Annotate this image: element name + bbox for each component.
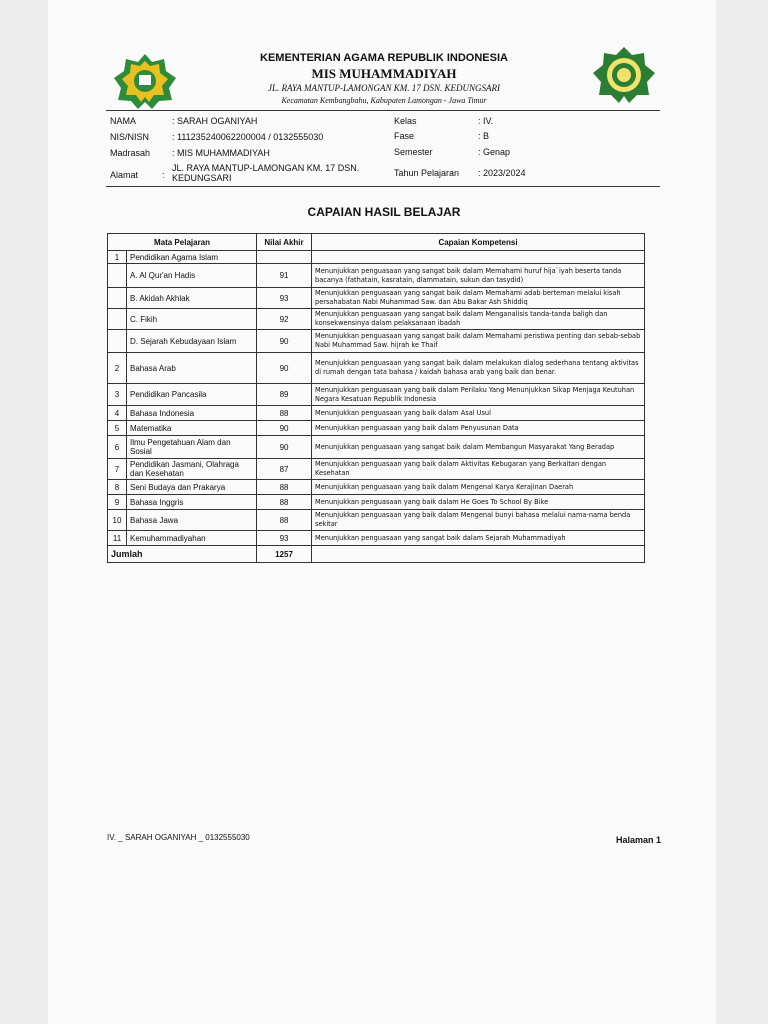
table-row [108, 510, 645, 531]
table-row [108, 480, 645, 495]
nama-value: : SARAH OGANIYAH [172, 116, 258, 126]
competency-description: Menunjukkan penguasaan yang sangat baik dalam Sejarah Muhammadiyah [312, 531, 645, 546]
row-number: 5 [108, 421, 127, 436]
row-number: 8 [108, 480, 127, 495]
competency-description [312, 251, 645, 264]
subject-name: Seni Budaya dan Prakarya [127, 480, 257, 495]
school-region: Kecamatan Kembangbahu, Kabupaten Lamongan - Jawa Timur [281, 96, 487, 105]
madrasah-label: Madrasah [110, 148, 151, 158]
final-score: 89 [257, 384, 312, 406]
row-number: 11 [108, 531, 127, 546]
nis-label: NIS/NISN [110, 132, 150, 142]
table-row [108, 384, 645, 406]
final-score: 88 [257, 406, 312, 421]
competency-description: Menunjukkan penguasaan yang baik dalam Mengenal bunyi bahasa melalui nama-nama benda sekitar [312, 510, 645, 531]
table-row [108, 495, 645, 510]
final-score: 90 [257, 330, 312, 353]
competency-description: Menunjukkan penguasaan yang baik dalam He Goes To School By Bike [312, 495, 645, 510]
final-score: 90 [257, 436, 312, 459]
row-number: 6 [108, 436, 127, 459]
subject-name: Kemuhammadiyahan [127, 531, 257, 546]
subject-name: Ilmu Pengetahuan Alam dan Sosial [127, 436, 257, 459]
tahun-value: : 2023/2024 [478, 168, 526, 178]
table-header-row [108, 234, 645, 251]
kelas-value: : IV. [478, 116, 494, 126]
competency-description: Menunjukkan penguasaan yang baik dalam Perilaku Yang Menunjukkan Sikap Menjaga Keutuhan Negara Kesatuan Republik Indonesia [312, 384, 645, 406]
info-divider [106, 186, 660, 187]
semester-label: Semester [394, 147, 433, 157]
table-row [108, 531, 645, 546]
final-score: 88 [257, 495, 312, 510]
page-number: Halaman 1 [616, 835, 662, 845]
competency-description: Menunjukkan penguasaan yang sangat baik dalam Memahami huruf hija`iyah beserta tanda bacanya (fathatain, kasratain, dlammatain, sukun dan tasydid) [312, 264, 645, 288]
total-label: Jumlah [108, 546, 257, 563]
table-body [108, 251, 645, 546]
results-table [107, 233, 645, 563]
table-row [108, 330, 645, 353]
subject-name: Bahasa Indonesia [127, 406, 257, 421]
total-desc [312, 546, 645, 563]
alamat-separator: : [162, 170, 165, 180]
final-score: 91 [257, 264, 312, 288]
final-score: 90 [257, 353, 312, 384]
table-row [108, 288, 645, 309]
final-score: 92 [257, 309, 312, 330]
section-title: CAPAIAN HASIL BELAJAR [307, 205, 461, 219]
subject-name: Bahasa Arab [127, 353, 257, 384]
total-row [108, 546, 645, 563]
competency-description: Menunjukkan penguasaan yang baik dalam Penyusunan Data [312, 421, 645, 436]
header-competency: Capaian Kompetensi [312, 234, 645, 251]
row-number: 1 [108, 251, 127, 264]
table-row [108, 436, 645, 459]
final-score: 93 [257, 288, 312, 309]
subject-name: Bahasa Inggris [127, 495, 257, 510]
school-address: JL. RAYA MANTUP-LAMONGAN KM. 17 DSN. KEDUNGSARI [268, 83, 500, 93]
footer-student-id: IV. _ SARAH OGANIYAH _ 0132555030 [107, 833, 250, 842]
row-number [108, 264, 127, 288]
fase-value: : B [478, 131, 490, 141]
competency-description: Menunjukkan penguasaan yang sangat baik dalam Menganalisis tanda-tanda baligh dan konsekwensinya dalam pelaksanaan ibadah [312, 309, 645, 330]
subject-name: B. Akidah Akhlak [127, 288, 257, 309]
table-row [108, 309, 645, 330]
alamat-label: Alamat [110, 170, 139, 180]
row-number [108, 288, 127, 309]
nis-value: : 111235240062200004 / 0132555030 [172, 132, 324, 142]
subject-name: Pendidikan Agama Islam [127, 251, 257, 264]
final-score: 88 [257, 510, 312, 531]
competency-description: Menunjukkan penguasaan yang baik dalam Asal Usul [312, 406, 645, 421]
header-subject: Mata Pelajaran [108, 234, 257, 251]
competency-description: Menunjukkan penguasaan yang sangat baik dalam Memahami peristiwa penting dan sebab-sebab Nabi Muhammad Saw. hijrah ke Thaif [312, 330, 645, 353]
subject-name: Bahasa Jawa [127, 510, 257, 531]
header-score: Nilai Akhir [257, 234, 312, 251]
nama-label: NAMA [110, 116, 137, 126]
table-row [108, 459, 645, 480]
fase-label: Fase [394, 131, 415, 141]
kelas-label: Kelas [394, 116, 417, 126]
subject-name: Pendidikan Pancasila [127, 384, 257, 406]
madrasah-value: : MIS MUHAMMADIYAH [172, 148, 270, 158]
table-row [108, 264, 645, 288]
competency-description: Menunjukkan penguasaan yang baik dalam Mengenal Karya Kerajinan Daerah [312, 480, 645, 495]
subject-name: A. Al Qur'an Hadis [127, 264, 257, 288]
competency-description: Menunjukkan penguasaan yang sangat baik dalam melakukan dialog sederhana tentang aktivitas di rumah dengan tata bahasa / kaidah bahasa arab yang baik dan benar. [312, 353, 645, 384]
total-value: 1257 [257, 546, 312, 563]
final-score: 93 [257, 531, 312, 546]
final-score: 88 [257, 480, 312, 495]
semester-value: : Genap [478, 147, 511, 157]
subject-name: D. Sejarah Kebudayaan Islam [127, 330, 257, 353]
row-number [108, 330, 127, 353]
table-row [108, 406, 645, 421]
row-number [108, 309, 127, 330]
header-divider [106, 110, 660, 111]
table-row [108, 353, 645, 384]
table-row [108, 421, 645, 436]
competency-description: Menunjukkan penguasaan yang sangat baik dalam Membangun Masyarakat Yang Beradap [312, 436, 645, 459]
row-number: 2 [108, 353, 127, 384]
tahun-label: Tahun Pelajaran [394, 168, 460, 178]
subject-name: Pendidikan Jasmani, Olahraga dan Kesehatan [127, 459, 257, 480]
subject-name: Matematika [127, 421, 257, 436]
final-score [257, 251, 312, 264]
competency-description: Menunjukkan penguasaan yang baik dalam Aktivitas Kebugaran yang Berkaitan dengan Kesehatan [312, 459, 645, 480]
row-number: 4 [108, 406, 127, 421]
school-name: MIS MUHAMMADIYAH [311, 66, 457, 81]
competency-description: Menunjukkan penguasaan yang sangat baik dalam Memahami adab berteman melalui kisah persahabatan Nabi Muhammad Saw. dan Abu Bakar Ash Shiddiq [312, 288, 645, 309]
row-number: 7 [108, 459, 127, 480]
final-score: 90 [257, 421, 312, 436]
final-score: 87 [257, 459, 312, 480]
row-number: 9 [108, 495, 127, 510]
subject-name: C. Fikih [127, 309, 257, 330]
ministry-heading: KEMENTERIAN AGAMA REPUBLIK INDONESIA [260, 52, 508, 64]
table-row [108, 251, 645, 264]
alamat-value: JL. RAYA MANTUP-LAMONGAN KM. 17 DSN. KEDUNGSARI [172, 163, 360, 183]
row-number: 10 [108, 510, 127, 531]
row-number: 3 [108, 384, 127, 406]
